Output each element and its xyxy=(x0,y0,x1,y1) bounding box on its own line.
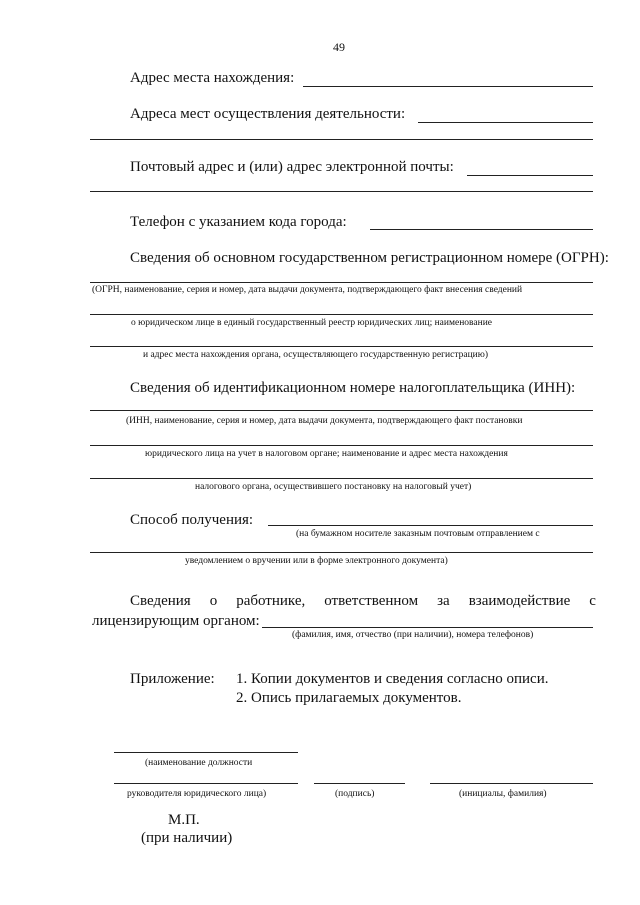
postal-line-1[interactable] xyxy=(467,175,593,176)
employee-word: работнике, xyxy=(236,593,306,609)
ogrn-line-2[interactable] xyxy=(90,314,593,315)
postal-label: Почтовый адрес и (или) адрес электронной почты: xyxy=(130,159,454,175)
postal-line-2[interactable] xyxy=(90,191,593,192)
employee-heading xyxy=(130,593,596,610)
activity-addresses-label: Адреса мест осуществления деятельности: xyxy=(130,106,406,122)
position-hint-2: руководителя юридического лица) xyxy=(127,789,267,799)
employee-word: с xyxy=(589,593,596,609)
ogrn-hint-2: о юридическом лице в единый государственный реестр юридических лиц; наименование xyxy=(131,318,492,328)
inn-hint-2: юридического лица на учет в налоговом органе; наименование и адрес места нахождения xyxy=(145,449,508,459)
receipt-hint-1: (на бумажном носителе заказным почтовым отправлением с xyxy=(296,529,540,539)
page-number: 49 xyxy=(333,40,345,54)
employee-word: ответственном xyxy=(324,593,419,609)
signature-line[interactable] xyxy=(314,783,405,784)
activity-addresses-line-2[interactable] xyxy=(90,139,593,140)
ogrn-line-3[interactable] xyxy=(90,346,593,347)
ogrn-hint-3: и адрес места нахождения органа, осуществляющего государственную регистрацию) xyxy=(143,350,489,360)
receipt-line-1[interactable] xyxy=(268,525,593,526)
ogrn-line-1[interactable] xyxy=(90,282,593,283)
employee-word: взаимодействие xyxy=(468,593,571,609)
employee-word: за xyxy=(437,593,450,609)
employee-hint: (фамилия, имя, отчество (при наличии), номера телефонов) xyxy=(292,630,534,640)
position-line-1[interactable] xyxy=(114,752,298,753)
signature-hint: (подпись) xyxy=(335,789,375,799)
stamp-hint: (при наличии) xyxy=(141,830,233,846)
receipt-label: Способ получения: xyxy=(130,512,254,528)
inn-line-1[interactable] xyxy=(90,410,593,411)
receipt-hint-2: уведомлением о вручении или в форме электронного документа) xyxy=(185,556,448,566)
name-hint: (инициалы, фамилия) xyxy=(459,789,547,799)
address-line[interactable] xyxy=(303,86,593,87)
inn-line-2[interactable] xyxy=(90,445,593,446)
stamp-label: М.П. xyxy=(168,812,200,828)
inn-heading: Сведения об идентификационном номере налогоплательщика (ИНН): xyxy=(130,380,576,396)
position-hint-1: (наименование должности xyxy=(145,758,253,768)
receipt-line-2[interactable] xyxy=(90,552,593,553)
name-line[interactable] xyxy=(430,783,593,784)
employee-line2: лицензирующим органом: xyxy=(92,613,260,629)
position-line-2[interactable] xyxy=(114,783,298,784)
phone-line[interactable] xyxy=(370,229,593,230)
employee-word: о xyxy=(209,593,218,609)
employee-line[interactable] xyxy=(262,627,593,628)
attachment-label: Приложение: xyxy=(130,671,215,687)
ogrn-heading: Сведения об основном государственном регистрационном номере (ОГРН): xyxy=(130,250,609,266)
inn-hint-1: (ИНН, наименование, серия и номер, дата выдачи документа, подтверждающего факт постановки xyxy=(126,416,523,426)
attachment-item-2: 2. Опись прилагаемых документов. xyxy=(236,690,462,706)
attachment-item-1: 1. Копии документов и сведения согласно описи. xyxy=(236,671,549,687)
ogrn-hint-1: (ОГРН, наименование, серия и номер, дата выдачи документа, подтверждающего факт внесения сведений xyxy=(92,285,523,295)
address-label: Адрес места нахождения: xyxy=(130,70,295,86)
inn-line-3[interactable] xyxy=(90,478,593,479)
activity-addresses-line-1[interactable] xyxy=(418,122,593,123)
inn-hint-3: налогового органа, осуществившего постановку на налоговый учет) xyxy=(195,482,472,492)
phone-label: Телефон с указанием кода города: xyxy=(130,214,347,230)
employee-word: Сведения xyxy=(130,593,191,609)
